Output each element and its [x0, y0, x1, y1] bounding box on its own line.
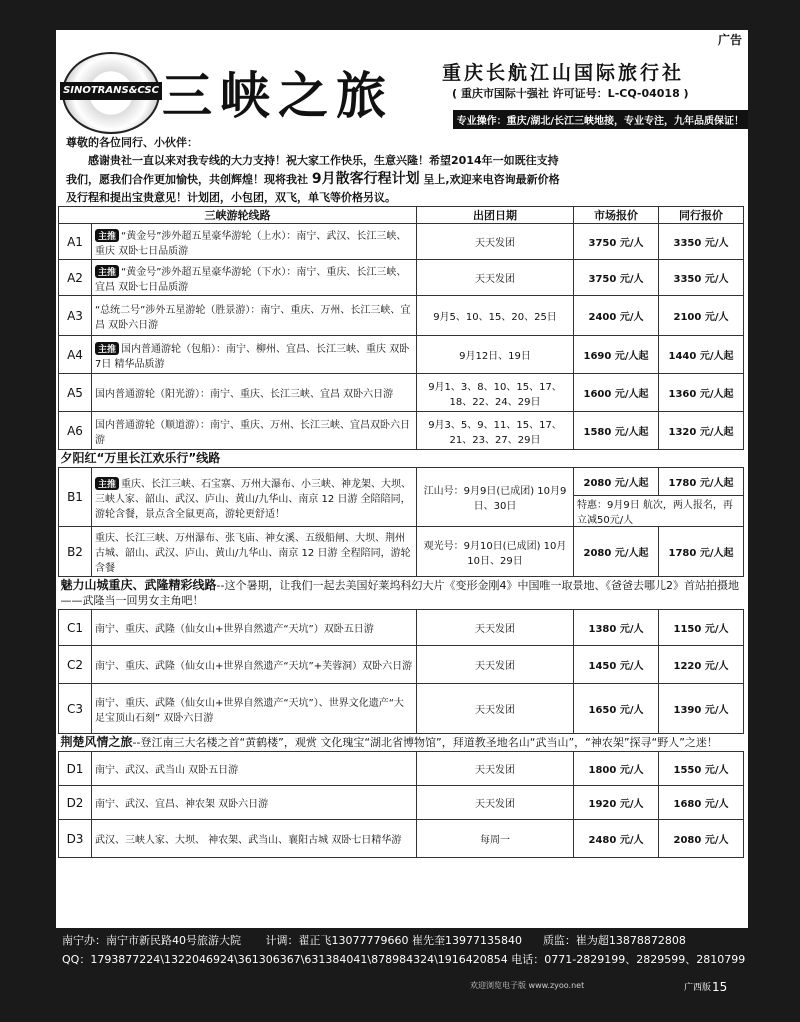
route-code: D2	[59, 786, 92, 820]
route-code: D3	[59, 820, 92, 858]
table-row	[59, 336, 744, 374]
route-date: 天天发团	[417, 610, 574, 646]
market-price: 2080 元/人起	[574, 468, 659, 496]
route-desc: 南宁、重庆、武隆（仙女山+世界自然遗产“天坑”+芙蓉洞）双卧六日游	[92, 646, 417, 684]
market-price: 3750 元/人	[574, 260, 659, 296]
slogan-banner: 专业操作：重庆/湖北/长江三峡地接，专业专注，九年品质保证！	[453, 110, 748, 129]
footer-contacts	[62, 932, 686, 948]
section-intro: --这个暑期，让我们一起去美国好莱坞科幻大片《变形金刚4》中国唯一取景地、《爸爸去哪儿2》首站拍摄地 ——武隆当一回男女主角吧！	[60, 579, 739, 607]
table-row	[59, 527, 744, 577]
market-price: 1650 元/人	[574, 684, 659, 734]
greeting-line: 感谢贵社一直以来对我专线的大力支持！祝大家工作快乐，生意兴隆！希望2014年一如既往支持	[88, 154, 559, 167]
market-price: 2080 元/人起	[574, 527, 659, 577]
office-address: 南宁办：南宁市新民路40号旅游大院	[62, 934, 241, 947]
route-desc	[92, 224, 417, 260]
peer-price: 2100 元/人	[659, 296, 744, 336]
license-info: ( 重庆市国际十强社 许可证号：L-CQ-04018 )	[452, 87, 689, 100]
section-d-header	[59, 734, 744, 752]
route-date: 天天发团	[417, 684, 574, 734]
col-header: 同行报价	[659, 207, 744, 224]
peer-price: 1220 元/人	[659, 646, 744, 684]
routes-table	[58, 206, 744, 858]
route-date: 每周一	[417, 820, 574, 858]
text: 我们，愿我们合作更加愉快，共创辉煌！现将我社	[66, 173, 312, 186]
table-row	[59, 374, 744, 412]
route-date: 江山号：9月9日(已成团) 10月9日、30日	[417, 468, 574, 527]
desc-text: 国内普通游轮（包船）：南宁、柳州、宜昌、长江三峡、重庆 双卧7日 精华品质游	[95, 343, 410, 370]
footer-qq: QQ：1793877224\1322046924\361306367\631384041\878984324\1916420854 电话：0771-2829199、2829599、2810799	[62, 953, 746, 966]
greeting	[66, 134, 742, 207]
table-row	[59, 610, 744, 646]
route-date: 9月1、3、8、10、15、17、18、22、24、29日	[417, 374, 574, 412]
route-code: A6	[59, 412, 92, 450]
route-date: 9月5、10、15、20、25日	[417, 296, 574, 336]
table-row	[59, 820, 744, 858]
peer-price: 1680 元/人	[659, 786, 744, 820]
featured-badge: 主推	[95, 477, 119, 490]
peer-price: 1550 元/人	[659, 752, 744, 786]
route-desc: 南宁、重庆、武隆（仙女山+世界自然遗产“天坑”）、世界文化遗产“大足宝顶山石刻” 双卧六日游	[92, 684, 417, 734]
route-date: 天天发团	[417, 224, 574, 260]
quality-contact: 质监：崔为超13878872808	[542, 934, 686, 947]
route-code: A5	[59, 374, 92, 412]
market-price: 1600 元/人起	[574, 374, 659, 412]
section-intro: --登江南三大名楼之首“黄鹤楼”，观赏 文化瑰宝“湖北省博物馆”，拜道教圣地名山“武当山”，“神农架”探寻“野人”之迷！	[132, 736, 718, 749]
table-row	[59, 752, 744, 786]
route-desc: 南宁、武汉、武当山 双卧五日游	[92, 752, 417, 786]
desc-text: “黄金号”涉外超五星豪华游轮（上水）：南宁、武汉、长江三峡、重庆 双卧七日品质游	[95, 230, 407, 257]
text: 呈上,欢迎来电咨询最新价格	[419, 173, 560, 186]
table-row	[59, 468, 744, 496]
route-code: A3	[59, 296, 92, 336]
route-date: 9月3、5、9、11、15、17、21、23、27、29日	[417, 412, 574, 450]
table-row	[59, 224, 744, 260]
plan-highlight: 9月散客行程计划	[311, 171, 420, 187]
table-row	[59, 260, 744, 296]
route-desc: 国内普通游轮（顺道游）：南宁、重庆、万州、长江三峡、宜昌双卧六日游	[92, 412, 417, 450]
peer-price: 3350 元/人	[659, 224, 744, 260]
footer-site: 欢迎浏览电子版 www.zyoo.net	[470, 981, 585, 990]
desc-text: “黄金号”涉外超五星豪华游轮（下水）：南宁、重庆、长江三峡、宜昌 双卧七日品质游	[95, 266, 407, 293]
featured-badge: 主推	[95, 342, 119, 355]
route-desc: 重庆、长江三峡、万州瀑布、张飞庙、神女溪、五级船闸、大坝、荆州古城、韶山、武汉、庐山、黄山/九华山、南京 12 日游 全程陪同，游轮含餐	[92, 527, 417, 577]
greeting-line: 及行程和提出宝贵意见！计划团，小包团，双飞，单飞等价格另议。	[66, 191, 396, 204]
route-desc: 国内普通游轮（阳光游）：南宁、重庆、长江三峡、宜昌 双卧六日游	[92, 374, 417, 412]
featured-badge: 主推	[95, 229, 119, 242]
peer-price: 1780 元/人起	[659, 468, 744, 496]
section-c-header	[59, 577, 744, 610]
route-code: C3	[59, 684, 92, 734]
edition-label: 广西版	[684, 983, 712, 993]
route-date: 观光号：9月10日(已成团) 10月10日、29日	[417, 527, 574, 577]
peer-price: 1360 元/人起	[659, 374, 744, 412]
table-row	[59, 786, 744, 820]
section-title: 魅力山城重庆、武隆精彩线路	[60, 578, 217, 592]
route-desc: 南宁、重庆、武隆（仙女山+世界自然遗产“天坑”）双卧五日游	[92, 610, 417, 646]
route-code: A1	[59, 224, 92, 260]
ad-page	[56, 30, 748, 928]
route-code: B2	[59, 527, 92, 577]
peer-price: 3350 元/人	[659, 260, 744, 296]
section-title: 荆楚风情之旅	[60, 735, 133, 749]
col-header: 出团日期	[417, 207, 574, 224]
route-desc	[92, 260, 417, 296]
route-date: 天天发团	[417, 260, 574, 296]
table-row	[59, 412, 744, 450]
route-desc	[92, 468, 417, 527]
planner-contacts: 计调：翟正飞13077779660 崔先奎13977135840	[265, 934, 522, 947]
peer-price: 2080 元/人	[659, 820, 744, 858]
route-desc: 武汉、三峡人家、大坝、 神农架、武当山、襄阳古城 双卧七日精华游	[92, 820, 417, 858]
logo-text: SINOTRANS&CSC	[60, 82, 162, 100]
route-date: 9月12日、19日	[417, 336, 574, 374]
ad-tag: 广告	[712, 30, 748, 49]
route-desc	[92, 336, 417, 374]
route-desc: “总统二号”涉外五星游轮（胜景游）：南宁、重庆、万州、长江三峡、宜昌 双卧六日游	[92, 296, 417, 336]
col-header: 三峡游轮线路	[59, 207, 417, 224]
globe-logo-icon	[62, 52, 160, 134]
route-code: C2	[59, 646, 92, 684]
desc-text: 重庆、长江三峡、石宝寨、万州大瀑布、小三峡、神龙架、大坝、三峡人家、韶山、武汉、庐山、黄山/九华山、南京 12 日游 全陪陪同，游轮含餐，景点含全鼠更高，游轮更舒适！	[95, 478, 412, 520]
col-header: 市场报价	[574, 207, 659, 224]
peer-price: 1390 元/人	[659, 684, 744, 734]
route-desc: 南宁、武汉、宜昌、神农架 双卧六日游	[92, 786, 417, 820]
section-title: 夕阳红“万里长江欢乐行”线路	[60, 451, 221, 465]
peer-price: 1440 元/人起	[659, 336, 744, 374]
route-code: D1	[59, 752, 92, 786]
route-date: 天天发团	[417, 786, 574, 820]
table-row	[59, 296, 744, 336]
market-price: 2480 元/人	[574, 820, 659, 858]
route-code: A4	[59, 336, 92, 374]
route-code: C1	[59, 610, 92, 646]
market-price: 1580 元/人起	[574, 412, 659, 450]
table-row	[59, 684, 744, 734]
market-price: 1920 元/人	[574, 786, 659, 820]
greeting-line	[66, 170, 742, 189]
company-name: 重庆长航江山国际旅行社	[442, 62, 685, 84]
special-offer: 特惠：9月9日 航次，两人报名，再立减50元/人	[574, 496, 744, 527]
page-title: 三峡之旅	[162, 66, 394, 125]
peer-price: 1320 元/人起	[659, 412, 744, 450]
featured-badge: 主推	[95, 265, 119, 278]
peer-price: 1780 元/人起	[659, 527, 744, 577]
market-price: 1380 元/人	[574, 610, 659, 646]
market-price: 2400 元/人	[574, 296, 659, 336]
market-price: 1450 元/人	[574, 646, 659, 684]
route-date: 天天发团	[417, 752, 574, 786]
market-price: 1800 元/人	[574, 752, 659, 786]
route-code: A2	[59, 260, 92, 296]
market-price: 3750 元/人	[574, 224, 659, 260]
table-row	[59, 646, 744, 684]
route-code: B1	[59, 468, 92, 527]
route-date: 天天发团	[417, 646, 574, 684]
market-price: 1690 元/人起	[574, 336, 659, 374]
page-number: 15	[712, 980, 728, 994]
peer-price: 1150 元/人	[659, 610, 744, 646]
greeting-line: 尊敬的各位同行、小伙伴：	[66, 136, 198, 149]
